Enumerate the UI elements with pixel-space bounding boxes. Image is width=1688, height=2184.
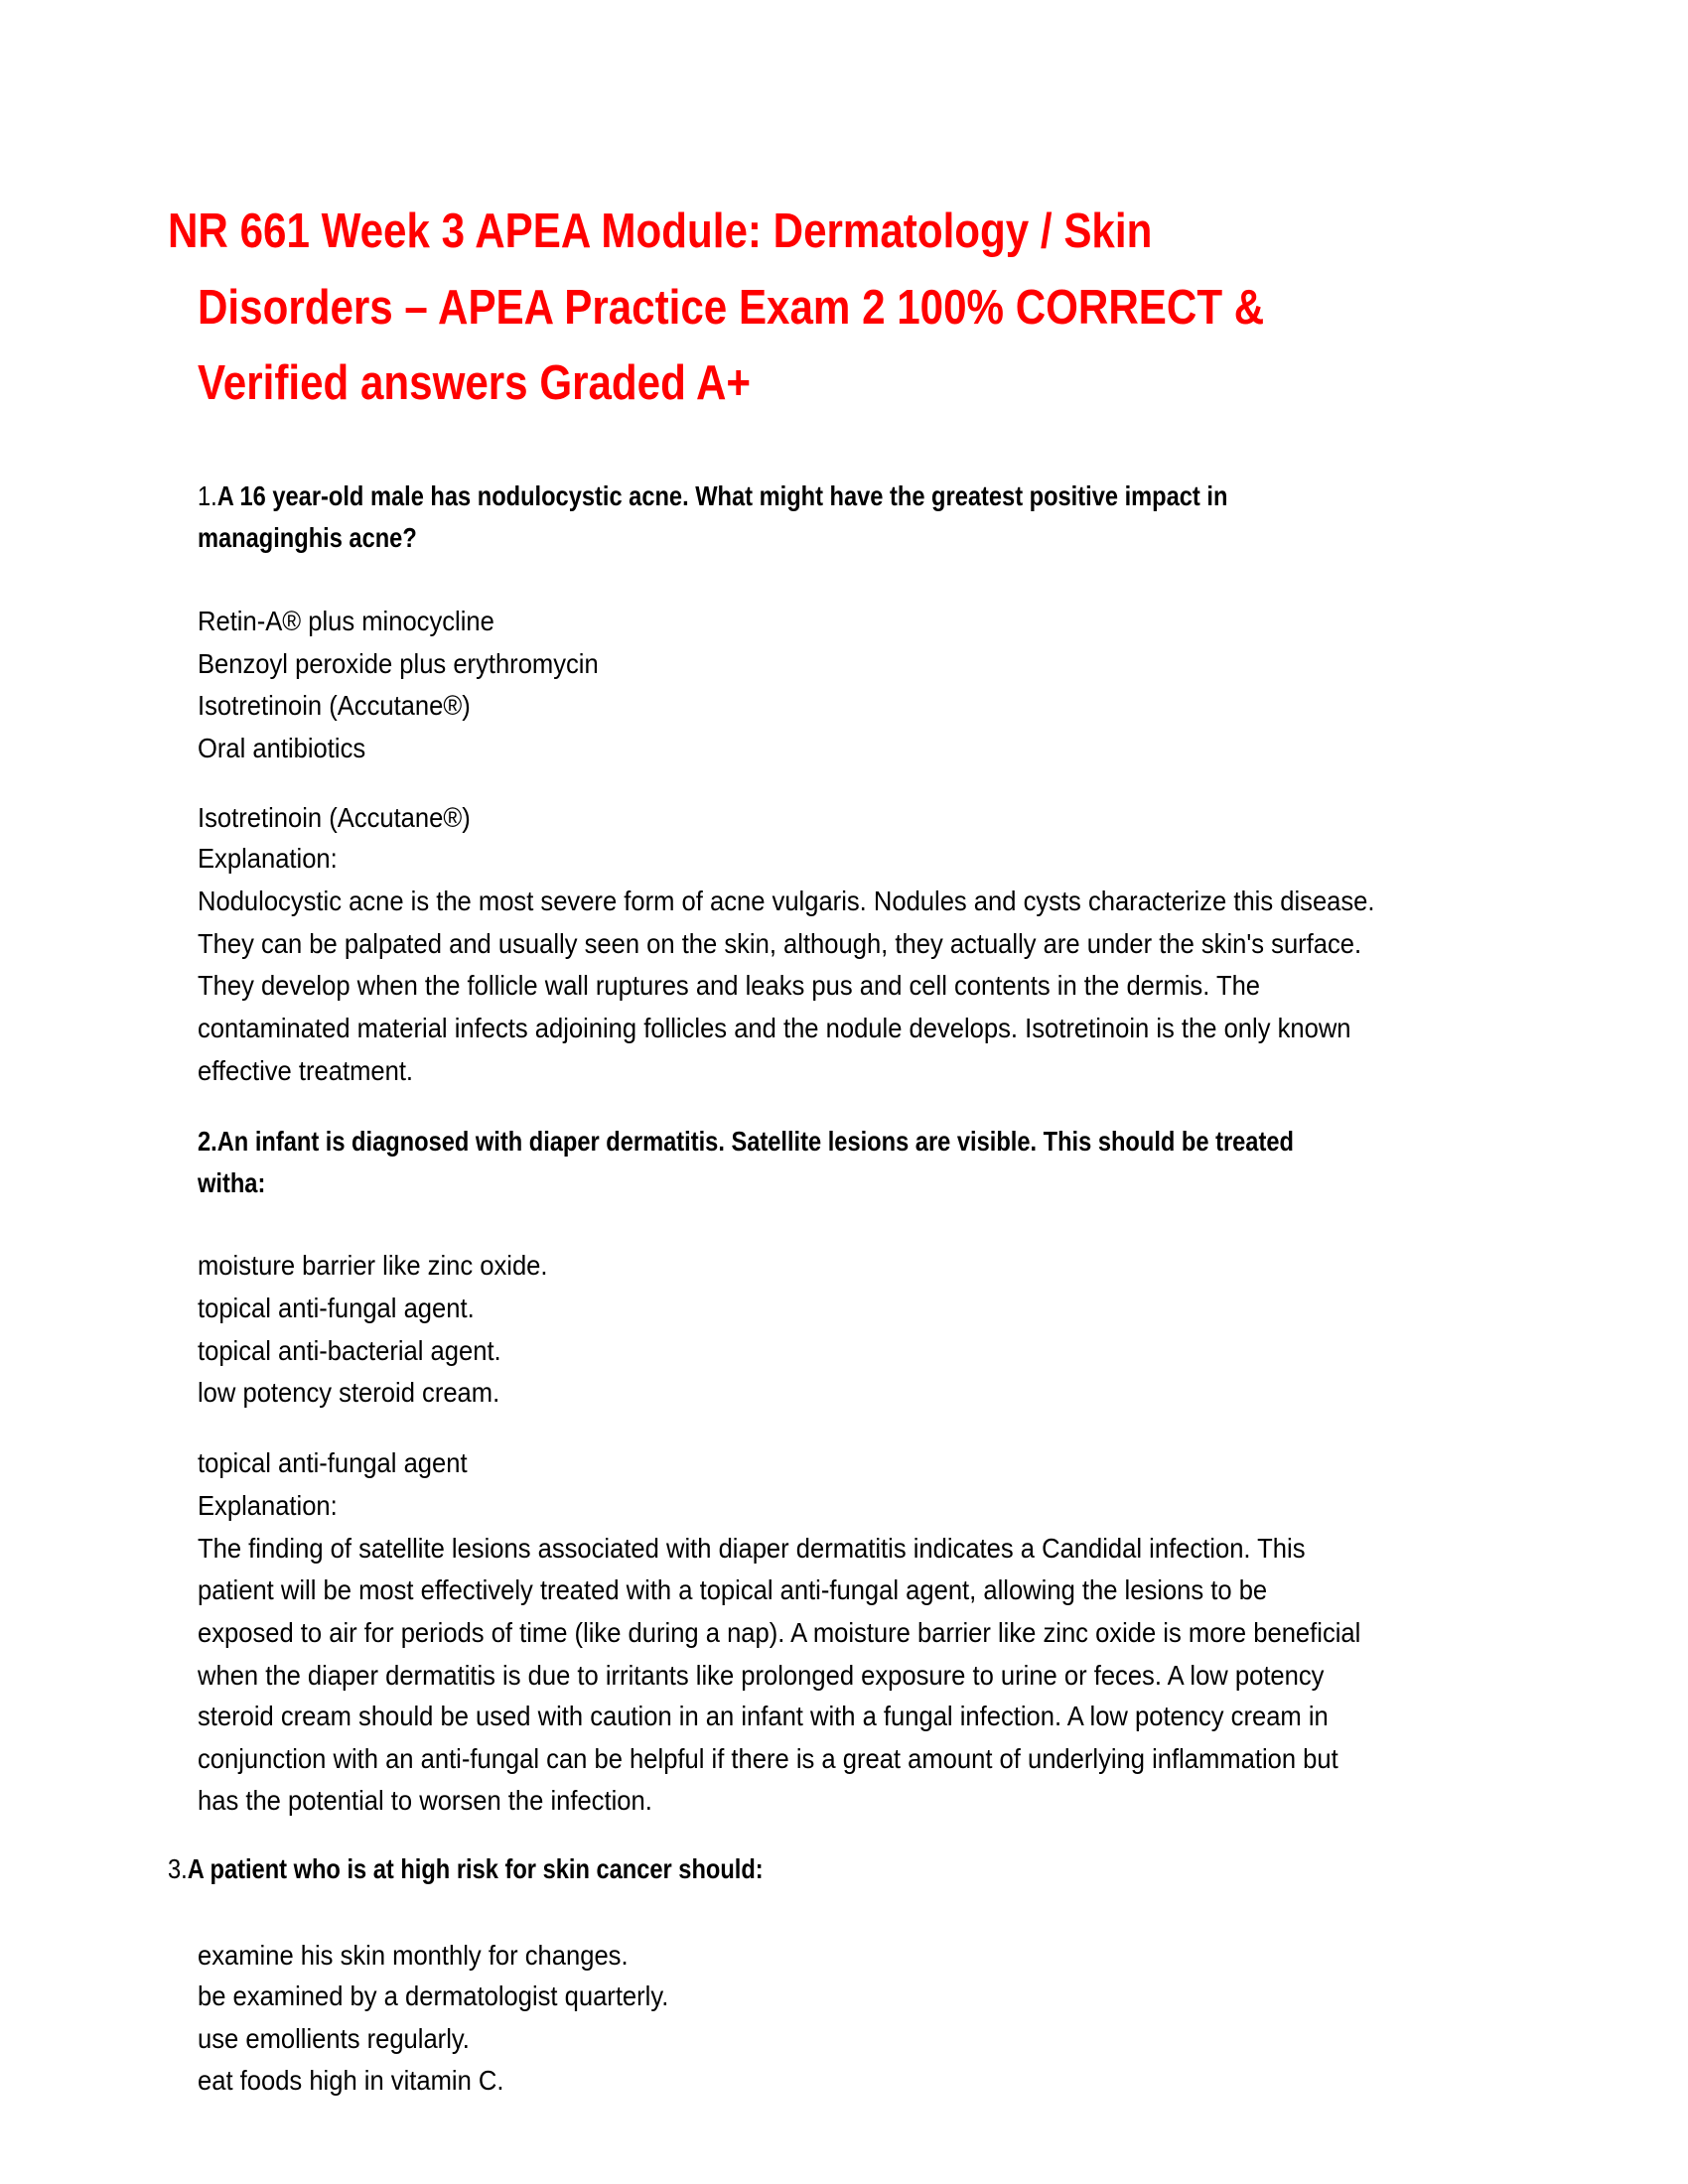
title-line: Verified answers Graded A+ — [198, 356, 752, 410]
question-number: 1. — [198, 480, 217, 511]
question-text-line: managinghis acne? — [198, 522, 417, 553]
explanation-line: effective treatment. — [198, 1055, 414, 1086]
explanation-line: patient will be most effectively treated with a topical anti-fungal agent, allowing the lesions to be — [198, 1574, 1268, 1605]
question-text — [198, 477, 1227, 516]
explanation-line: conjunction with an anti-fungal can be helpful if there is a great amount of underlying inflammation but — [198, 1743, 1338, 1774]
option: topical anti-fungal agent. — [198, 1293, 475, 1323]
title-line: Disorders – APEA Practice Exam 2 100% CORRECT & — [198, 281, 1265, 335]
option: Retin-A® plus minocycline — [198, 606, 494, 636]
option: low potency steroid cream. — [198, 1377, 500, 1408]
explanation-label: Explanation: — [198, 1490, 338, 1521]
explanation-line: contaminated material infects adjoining follicles and the nodule develops. Isotretinoin is the only known — [198, 1013, 1351, 1043]
question-text-line: witha: — [198, 1167, 266, 1198]
question-text-line: A patient who is at high risk for skin cancer should: — [187, 1853, 764, 1884]
explanation-line: when the diaper dermatitis is due to irritants like prolonged exposure to urine or feces. A low potency — [198, 1660, 1325, 1691]
explanation-line: The finding of satellite lesions associated with diaper dermatitis indicates a Candidal infection. This — [198, 1533, 1306, 1564]
option: eat foods high in vitamin C. — [198, 2065, 504, 2096]
title-line: NR 661 Week 3 APEA Module: Dermatology / Skin — [168, 205, 1153, 258]
explanation-line: has the potential to worsen the infection. — [198, 1785, 652, 1816]
option: moisture barrier like zinc oxide. — [198, 1250, 548, 1281]
explanation-line: steroid cream should be used with caution in an infant with a fungal infection. A low potency cream in — [198, 1701, 1329, 1731]
option: use emollients regularly. — [198, 2023, 470, 2054]
option: be examined by a dermatologist quarterly. — [198, 1980, 669, 2011]
question-text-line: An infant is diagnosed with diaper dermatitis. Satellite lesions are visible. This should be treated — [216, 1126, 1294, 1157]
explanation-line: Nodulocystic acne is the most severe form of acne vulgaris. Nodules and cysts characterize this disease. — [198, 886, 1375, 916]
answer: Isotretinoin (Accutane®) — [198, 802, 471, 833]
option: examine his skin monthly for changes. — [198, 1940, 629, 1971]
option: Isotretinoin (Accutane®) — [198, 690, 471, 721]
option: Oral antibiotics — [198, 733, 366, 763]
question-text — [198, 1122, 1294, 1161]
explanation-label: Explanation: — [198, 843, 338, 874]
explanation-line: They can be palpated and usually seen on the skin, although, they actually are under the skin's surface. — [198, 928, 1362, 959]
question-number: 2. — [198, 1126, 217, 1157]
question-number: 3. — [168, 1853, 188, 1884]
question-text-line: A 16 year-old male has nodulocystic acne. What might have the greatest positive impact in — [216, 480, 1228, 511]
option: Benzoyl peroxide plus erythromycin — [198, 648, 599, 679]
answer: topical anti-fungal agent — [198, 1447, 468, 1478]
question-text — [168, 1849, 764, 1889]
explanation-line: They develop when the follicle wall ruptures and leaks pus and cell contents in the dermis. The — [198, 970, 1261, 1001]
option: topical anti-bacterial agent. — [198, 1335, 501, 1366]
explanation-line: exposed to air for periods of time (like during a nap). A moisture barrier like zinc oxide is more beneficial — [198, 1617, 1361, 1648]
